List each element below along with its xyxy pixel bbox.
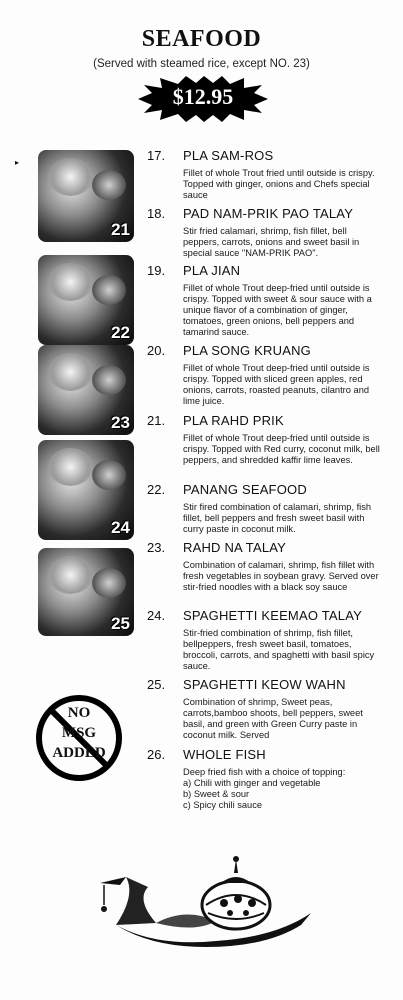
item-name: PLA RAHD PRIK (183, 413, 284, 428)
item-name: RAHD NA TALAY (183, 540, 287, 555)
item-description (183, 767, 383, 811)
item-number: 23. (147, 540, 166, 555)
badge-line: MSG (61, 725, 97, 741)
item-number: 22. (147, 482, 166, 497)
page-subtitle: (Served with steamed rice, except NO. 23) (93, 58, 310, 70)
item-name: WHOLE FISH (183, 747, 266, 762)
menu-item (147, 482, 383, 535)
item-description: Combination of calamari, shrimp, fish fillet with fresh vegetables in soybean gravy. Served over stir-fried noodles with a black soy sauce (183, 560, 379, 592)
menu-item (147, 413, 383, 466)
item-description: Fillet of whole Trout deep-fried until outside is crispy. Topped with sweet & sour sauce with a unique flavor of a combination of ginger, tomatoes, green onions, bell peppers and tamarind sauce. (183, 283, 372, 337)
item-description: Stir fried calamari, shrimp, fish fillet, bell peppers, carrots, onions and sweet basil in special sauce "NAM-PRIK PAO". (183, 226, 360, 258)
menu-item (147, 343, 383, 407)
option-item: b) Sweet & sour (183, 789, 250, 799)
menu-item (147, 148, 383, 201)
item-number: 26. (147, 747, 166, 762)
option-item: a) Chili with ginger and vegetable (183, 778, 321, 788)
badge-line: NO (67, 705, 91, 721)
item-description: Fillet of whole Trout fried until outside is crispy. Topped with ginger, onions and Chefs special sauce (183, 168, 375, 200)
menu-item (147, 608, 383, 672)
item-name: PANANG SEAFOOD (183, 482, 307, 497)
photo-number: 25 (111, 614, 130, 633)
dish-photo (38, 150, 134, 242)
menu-item (147, 747, 383, 811)
photo-number: 22 (111, 323, 130, 342)
item-number: 18. (147, 206, 166, 221)
item-name: PAD NAM-PRIK PAO TALAY (183, 206, 354, 221)
item-name: PLA SONG KRUANG (183, 343, 311, 358)
dish-photo (38, 255, 134, 345)
bullet-mark: ▸ (15, 158, 20, 167)
decorative-boat-illustration (96, 855, 326, 950)
item-description: Fillet of whole Trout deep-fried until outside is crispy. Topped with Red curry, coconut milk, bell peppers, and shredded kaffir lime leaves. (183, 433, 380, 465)
no-msg-badge (34, 693, 124, 783)
item-number: 21. (147, 413, 166, 428)
item-name: SPAGHETTI KEEMAO TALAY (183, 608, 362, 623)
swan-boat-icon (96, 855, 326, 950)
dish-photo (38, 548, 134, 636)
item-number: 24. (147, 608, 166, 623)
dish-photo (38, 345, 134, 435)
menu-item (147, 677, 383, 741)
item-number: 25. (147, 677, 166, 692)
item-description-text: Deep fried fish with a choice of topping: (183, 767, 346, 777)
item-description: Fillet of whole Trout deep-fried until outside is crispy. Topped with sliced green apples, red onions, carrots, roasted peanuts, cilantro and lime juice. (183, 363, 370, 406)
photo-number: 21 (111, 220, 130, 239)
item-description: Combination of shrimp, Sweet peas, carrots,bamboo shoots, bell peppers, sweet basil, and green with Green Curry paste in coconut milk. Served (183, 697, 363, 740)
photo-number: 23 (111, 413, 130, 432)
price-label: $12.95 (172, 84, 234, 109)
item-description: Stir-fried combination of shrimp, fish fillet, bellpeppers, fresh sweet basil, tomatoes, broccoli, carrots, and spaghetti with basil spicy sauce. (183, 628, 375, 671)
item-description: Stir fired combination of calamari, shrimp, fish fillet, bell peppers and fresh sweet basil with curry paste in coconut milk. (183, 502, 372, 534)
menu-item (147, 263, 383, 338)
page-title: SEAFOOD (141, 26, 262, 52)
photo-number: 24 (111, 518, 130, 537)
dish-photo (38, 440, 134, 540)
menu-item (147, 206, 383, 259)
item-number: 17. (147, 148, 166, 163)
item-number: 20. (147, 343, 166, 358)
item-number: 19. (147, 263, 166, 278)
option-item: c) Spicy chili sauce (183, 800, 263, 810)
item-name: PLA SAM-ROS (183, 148, 274, 163)
item-name: SPAGHETTI KEOW WAHN (183, 677, 346, 692)
badge-line: ADDED (52, 745, 106, 761)
menu-item (147, 540, 383, 593)
item-name: PLA JIAN (183, 263, 241, 278)
price-badge (138, 76, 268, 122)
